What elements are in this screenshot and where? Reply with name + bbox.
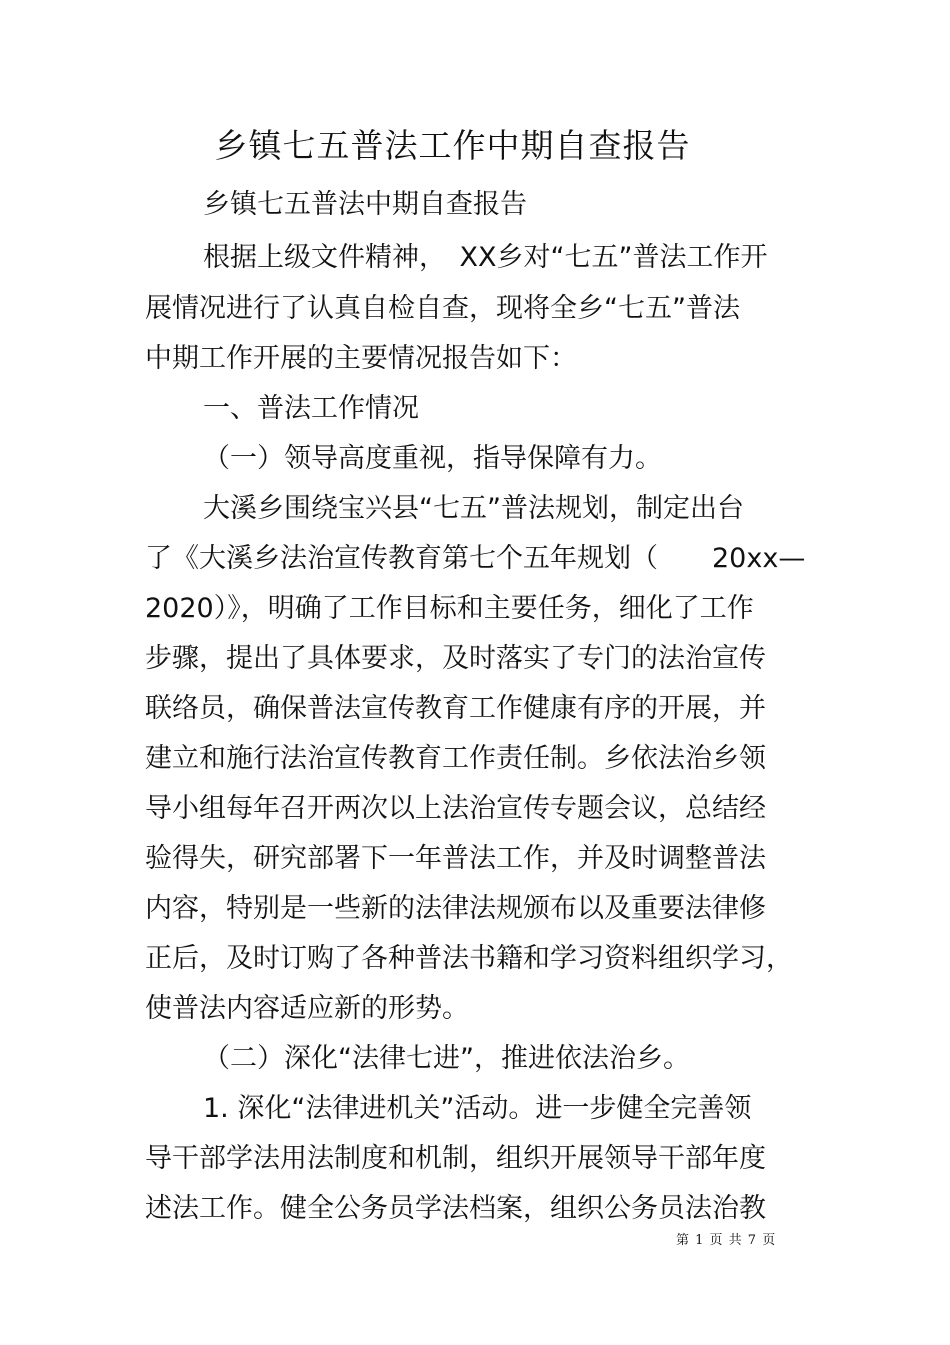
body-line: 建立和施行法治宣传教育工作责任制。乡依法治乡领	[145, 743, 766, 774]
body-line: 展情况进行了认真自检自查，现将全乡“七五”普法	[145, 293, 740, 324]
body-line: 1. 深化“法律进机关”活动。进一步健全完善领	[203, 1093, 752, 1124]
body-line: 导小组每年召开两次以上法治宣传专题会议，总结经	[145, 793, 766, 824]
body-line: 验得失，研究部署下一年普法工作，并及时调整普法	[145, 843, 766, 874]
body-line: 了《大溪乡法治宣传教育第七个五年规划（ 20xx—	[145, 543, 806, 574]
body-line: 中期工作开展的主要情况报告如下：	[145, 343, 577, 374]
body-line: 联络员，确保普法宣传教育工作健康有序的开展，并	[145, 693, 766, 724]
body-line: 导干部学法用法制度和机制，组织开展领导干部年度	[145, 1143, 766, 1174]
body-line: 正后，及时订购了各种普法书籍和学习资料组织学习，	[145, 943, 793, 974]
subsection-heading: （一）领导高度重视，指导保障有力。	[203, 443, 662, 474]
subsection-heading: （二）深化“法律七进”，推进依法治乡。	[203, 1043, 690, 1074]
body-line: 内容，特别是一些新的法律法规颁布以及重要法律修	[145, 893, 766, 924]
body-line: 使普法内容适应新的形势。	[145, 993, 469, 1024]
body-line: 步骤，提出了具体要求，及时落实了专门的法治宣传	[145, 643, 766, 674]
body-line: 述法工作。健全公务员学法档案，组织公务员法治教	[145, 1193, 766, 1224]
document-title: 乡镇七五普法工作中期自查报告	[214, 126, 691, 165]
body-line: 根据上级文件精神， XX乡对“七五”普法工作开	[203, 242, 768, 273]
body-line: 大溪乡围绕宝兴县“七五”普法规划，制定出台	[203, 493, 744, 524]
section-heading: 一、普法工作情况	[203, 393, 419, 424]
page-number-footer: 第 1 页 共 7 页	[676, 1233, 777, 1248]
subtitle-line: 乡镇七五普法中期自查报告	[203, 189, 527, 220]
body-line: 2020）》，明确了工作目标和主要任务，细化了工作	[145, 593, 754, 624]
